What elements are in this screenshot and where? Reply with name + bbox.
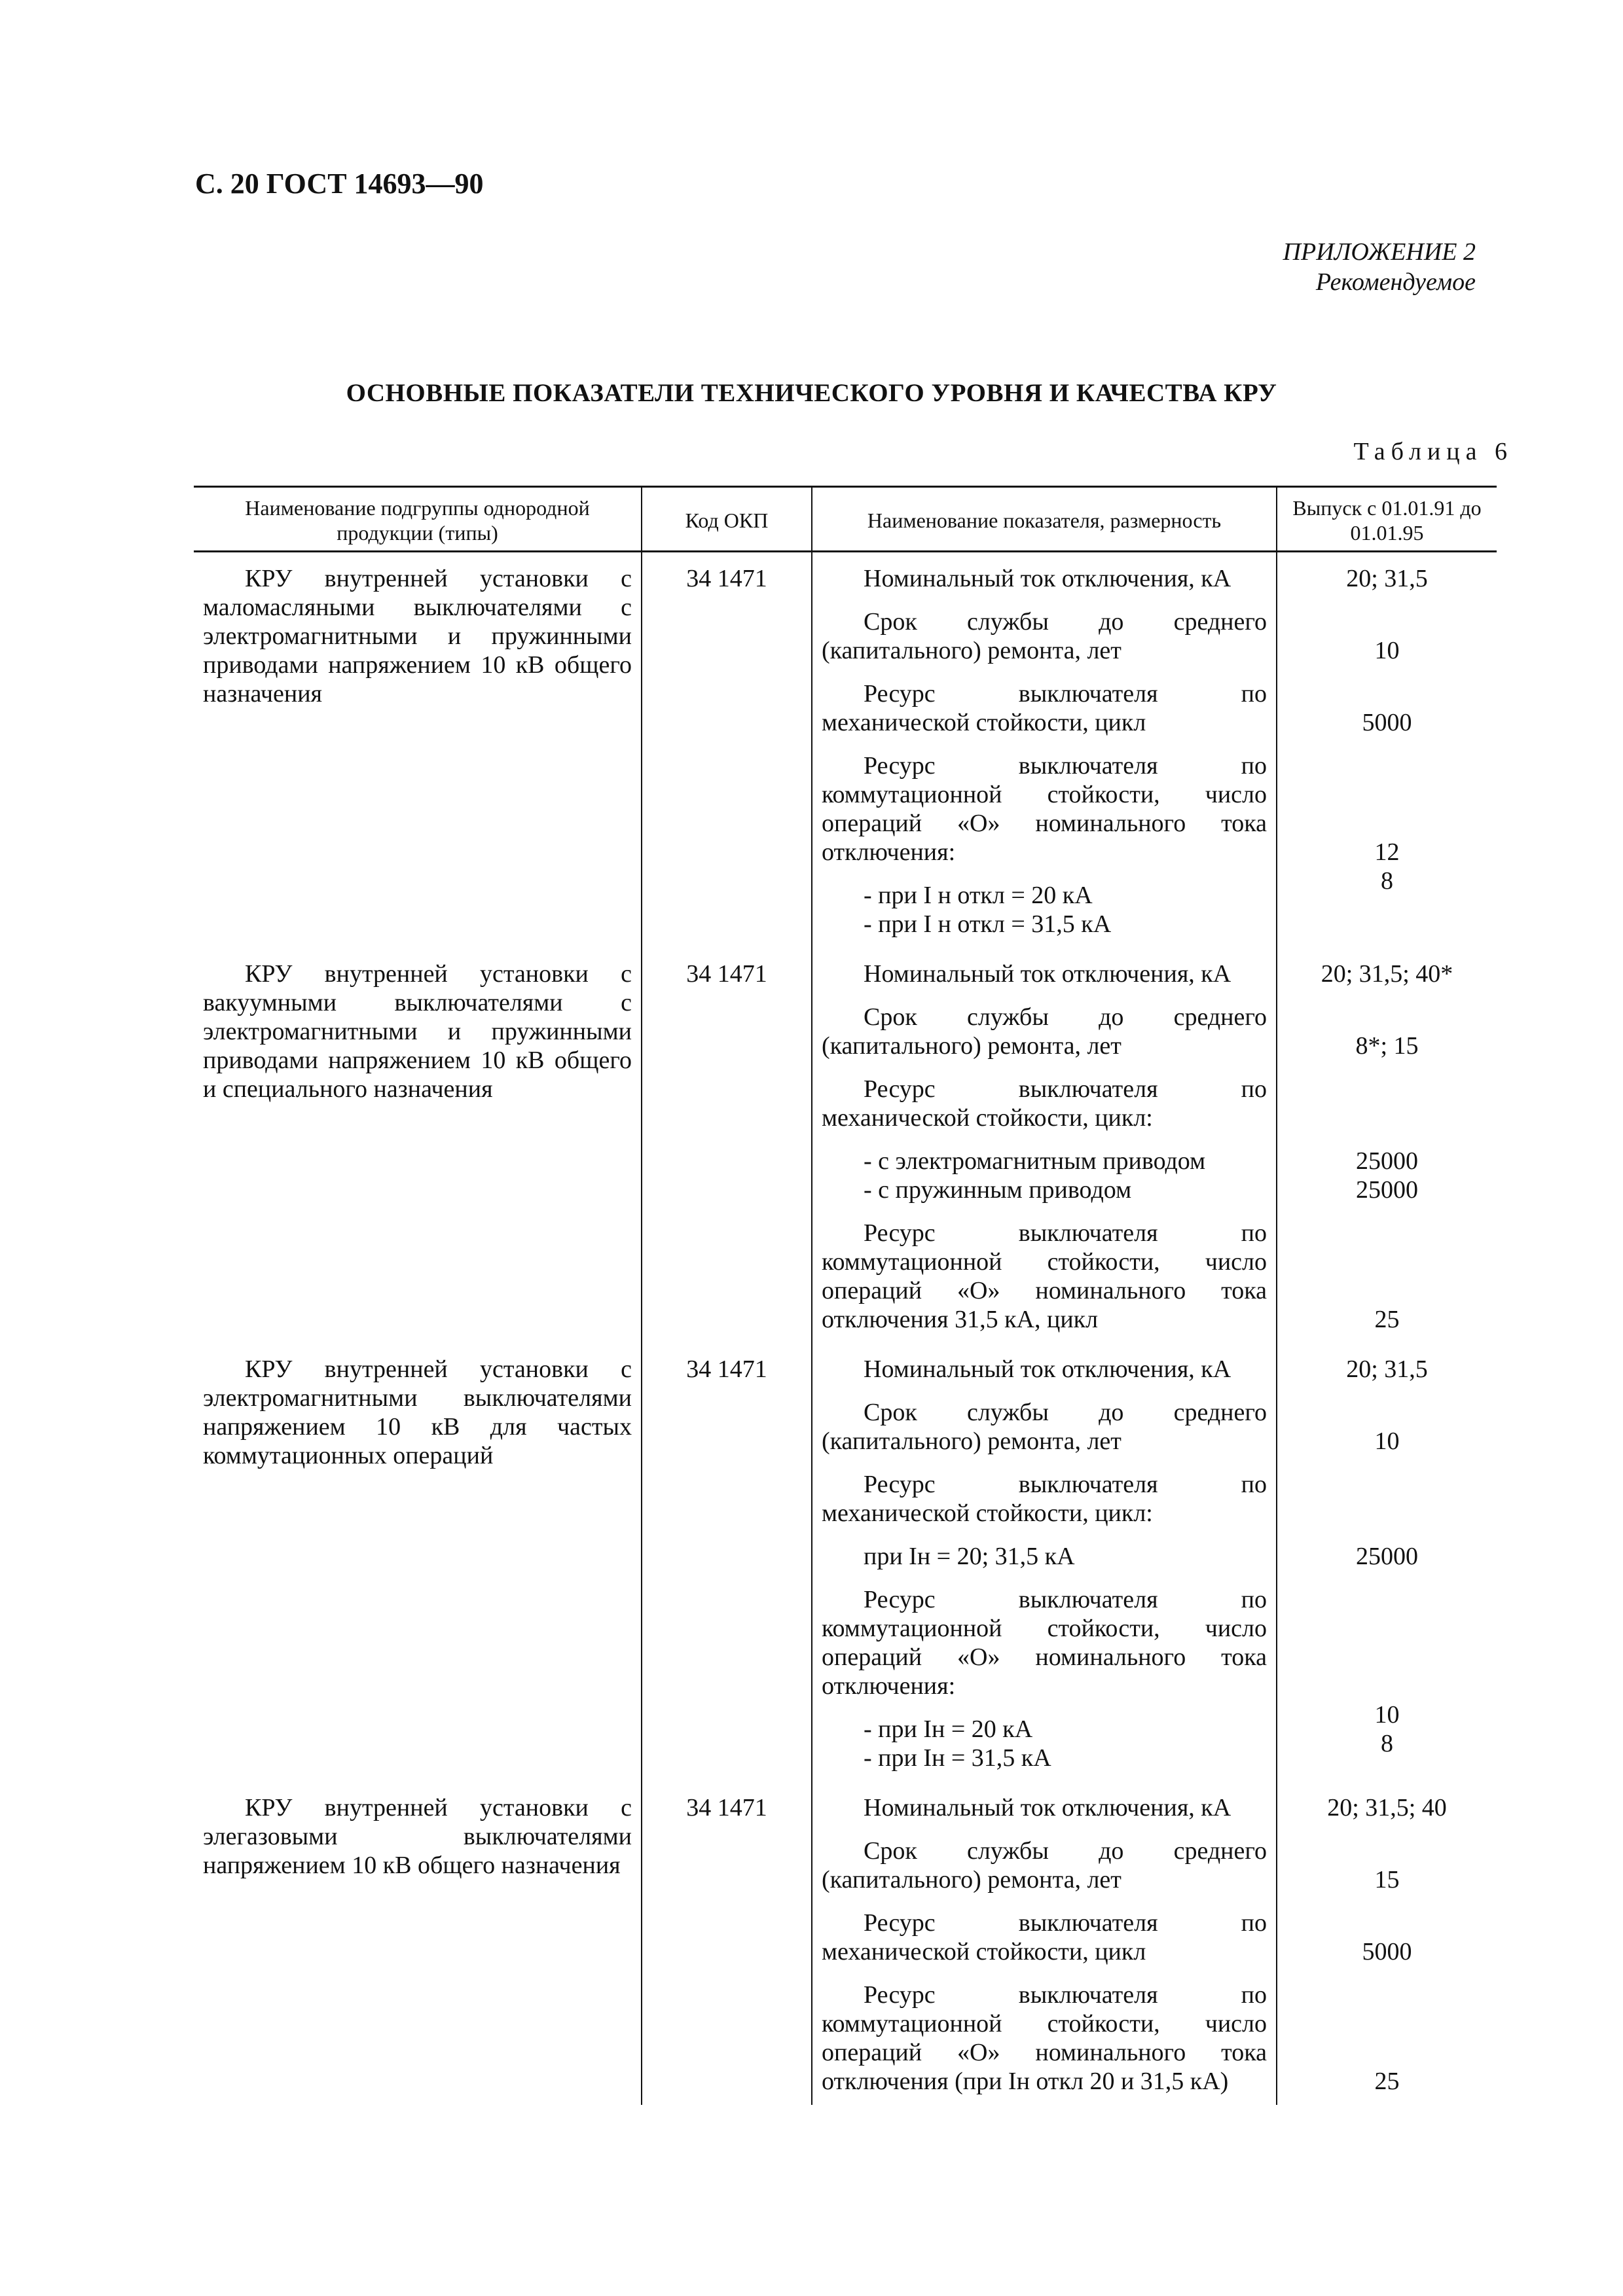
indicator-value: 5000 <box>1362 1938 1412 1965</box>
indicator-value: 15 <box>1374 1866 1400 1893</box>
indicator-text: - при I н откл = 20 кА <box>864 882 1093 909</box>
indicator-value: 20; 31,5 <box>1346 565 1428 592</box>
page-header: С. 20 ГОСТ 14693—90 <box>195 168 484 200</box>
okp-code: 34 1471 <box>642 948 812 1343</box>
appendix-block <box>1283 237 1476 297</box>
indicator-value: 25000 <box>1356 1147 1418 1175</box>
indicator-value: 25000 <box>1356 1543 1418 1570</box>
table-header-row <box>194 487 1497 552</box>
indicator-value: 8 <box>1381 867 1393 895</box>
column-header-indicator: Наименование показателя, размерность <box>812 487 1277 552</box>
indicator-value: 10 <box>1374 1701 1400 1729</box>
indicator-text: Срок службы до среднего (капитального) ремонта, лет <box>822 1399 1267 1455</box>
table-row <box>194 1343 1497 1782</box>
indicator-text: Номинальный ток отключения, кА <box>864 960 1231 988</box>
column-header-release: Выпуск с 01.01.91 до 01.01.95 <box>1277 487 1497 552</box>
indicator-value: 20; 31,5; 40* <box>1321 960 1453 988</box>
indicator-text: - при Iн = 20 кА <box>864 1715 1033 1743</box>
indicator-text: Номинальный ток отключения, кА <box>864 1794 1231 1821</box>
indicator-value: 8 <box>1381 1730 1393 1757</box>
indicator-text: - при Iн = 31,5 кА <box>864 1744 1051 1772</box>
indicator-value: 8*; 15 <box>1355 1032 1419 1060</box>
table-row <box>194 1782 1497 2105</box>
indicator-value: 10 <box>1374 637 1400 664</box>
indicator-value: 10 <box>1374 1427 1400 1455</box>
product-subgroup-name: КРУ внутренней установки с элегазовыми выключателями напряжением 10 кВ общего назначения <box>203 1794 632 1879</box>
indicator-text: Ресурс выключателя по механической стойкости, цикл <box>822 1909 1267 1965</box>
table-row <box>194 552 1497 948</box>
product-subgroup-name: КРУ внутренней установки с маломасляными выключателями с электромагнитными и пружинными приводами напряжением 10 кВ общего назначения <box>203 565 632 708</box>
indicator-text: - при I н откл = 31,5 кА <box>864 910 1112 938</box>
table-row <box>194 948 1497 1343</box>
indicator-value: 5000 <box>1362 709 1412 736</box>
indicator-text: Ресурс выключателя по механической стойкости, цикл: <box>822 1471 1267 1527</box>
appendix-status: Рекомендуемое <box>1315 268 1476 296</box>
column-header-okp-code: Код ОКП <box>642 487 812 552</box>
indicator-text: Номинальный ток отключения, кА <box>864 1355 1231 1383</box>
indicator-text: Ресурс выключателя по коммутационной стойкости, число операций «О» номинального тока отключения 31,5 кА, цикл <box>822 1219 1267 1333</box>
indicator-value: 20; 31,5; 40 <box>1327 1794 1447 1821</box>
column-header-subgroup: Наименование подгруппы однородной продукции (типы) <box>194 487 642 552</box>
indicator-value: 25 <box>1374 1306 1400 1333</box>
indicator-text: Срок службы до среднего (капитального) ремонта, лет <box>822 1003 1267 1060</box>
indicator-text: - с электромагнитным приводом <box>864 1147 1206 1175</box>
okp-code: 34 1471 <box>642 1343 812 1782</box>
indicator-text: Ресурс выключателя по коммутационной стойкости, число операций «О» номинального тока отключения: <box>822 1586 1267 1700</box>
appendix-label: ПРИЛОЖЕНИЕ 2 <box>1283 238 1476 266</box>
table-label: Таблица 6 <box>1353 438 1513 465</box>
indicator-text: Ресурс выключателя по коммутационной стойкости, число операций «О» номинального тока отключения: <box>822 752 1267 866</box>
indicator-text: при Iн = 20; 31,5 кА <box>864 1543 1075 1570</box>
indicator-text: Номинальный ток отключения, кА <box>864 565 1231 592</box>
indicators-table <box>194 486 1497 2105</box>
indicator-text: Срок службы до среднего (капитального) ремонта, лет <box>822 1837 1267 1893</box>
indicator-text: Ресурс выключателя по механической стойкости, цикл: <box>822 1075 1267 1132</box>
document-title: ОСНОВНЫЕ ПОКАЗАТЕЛИ ТЕХНИЧЕСКОГО УРОВНЯ И КАЧЕСТВА КРУ <box>346 379 1277 407</box>
indicator-text: Срок службы до среднего (капитального) ремонта, лет <box>822 608 1267 664</box>
okp-code: 34 1471 <box>642 552 812 948</box>
indicator-text: - с пружинным приводом <box>864 1176 1132 1204</box>
indicator-text: Ресурс выключателя по коммутационной стойкости, число операций «О» номинального тока отключения (при Iн откл 20 и 31,5 кА) <box>822 1981 1267 2095</box>
indicator-value: 20; 31,5 <box>1346 1355 1428 1383</box>
indicator-value: 25 <box>1374 2068 1400 2095</box>
product-subgroup-name: КРУ внутренней установки с вакуумными выключателями с электромагнитными и пружинными приводами напряжением 10 кВ общего и специального назначения <box>203 960 632 1103</box>
okp-code: 34 1471 <box>642 1782 812 2105</box>
indicator-value: 25000 <box>1356 1176 1418 1204</box>
product-subgroup-name: КРУ внутренней установки с электромагнитными выключателями напряжением 10 кВ для частых коммутационных операций <box>203 1355 632 1469</box>
indicator-value: 12 <box>1374 838 1400 866</box>
indicator-text: Ресурс выключателя по механической стойкости, цикл <box>822 680 1267 736</box>
